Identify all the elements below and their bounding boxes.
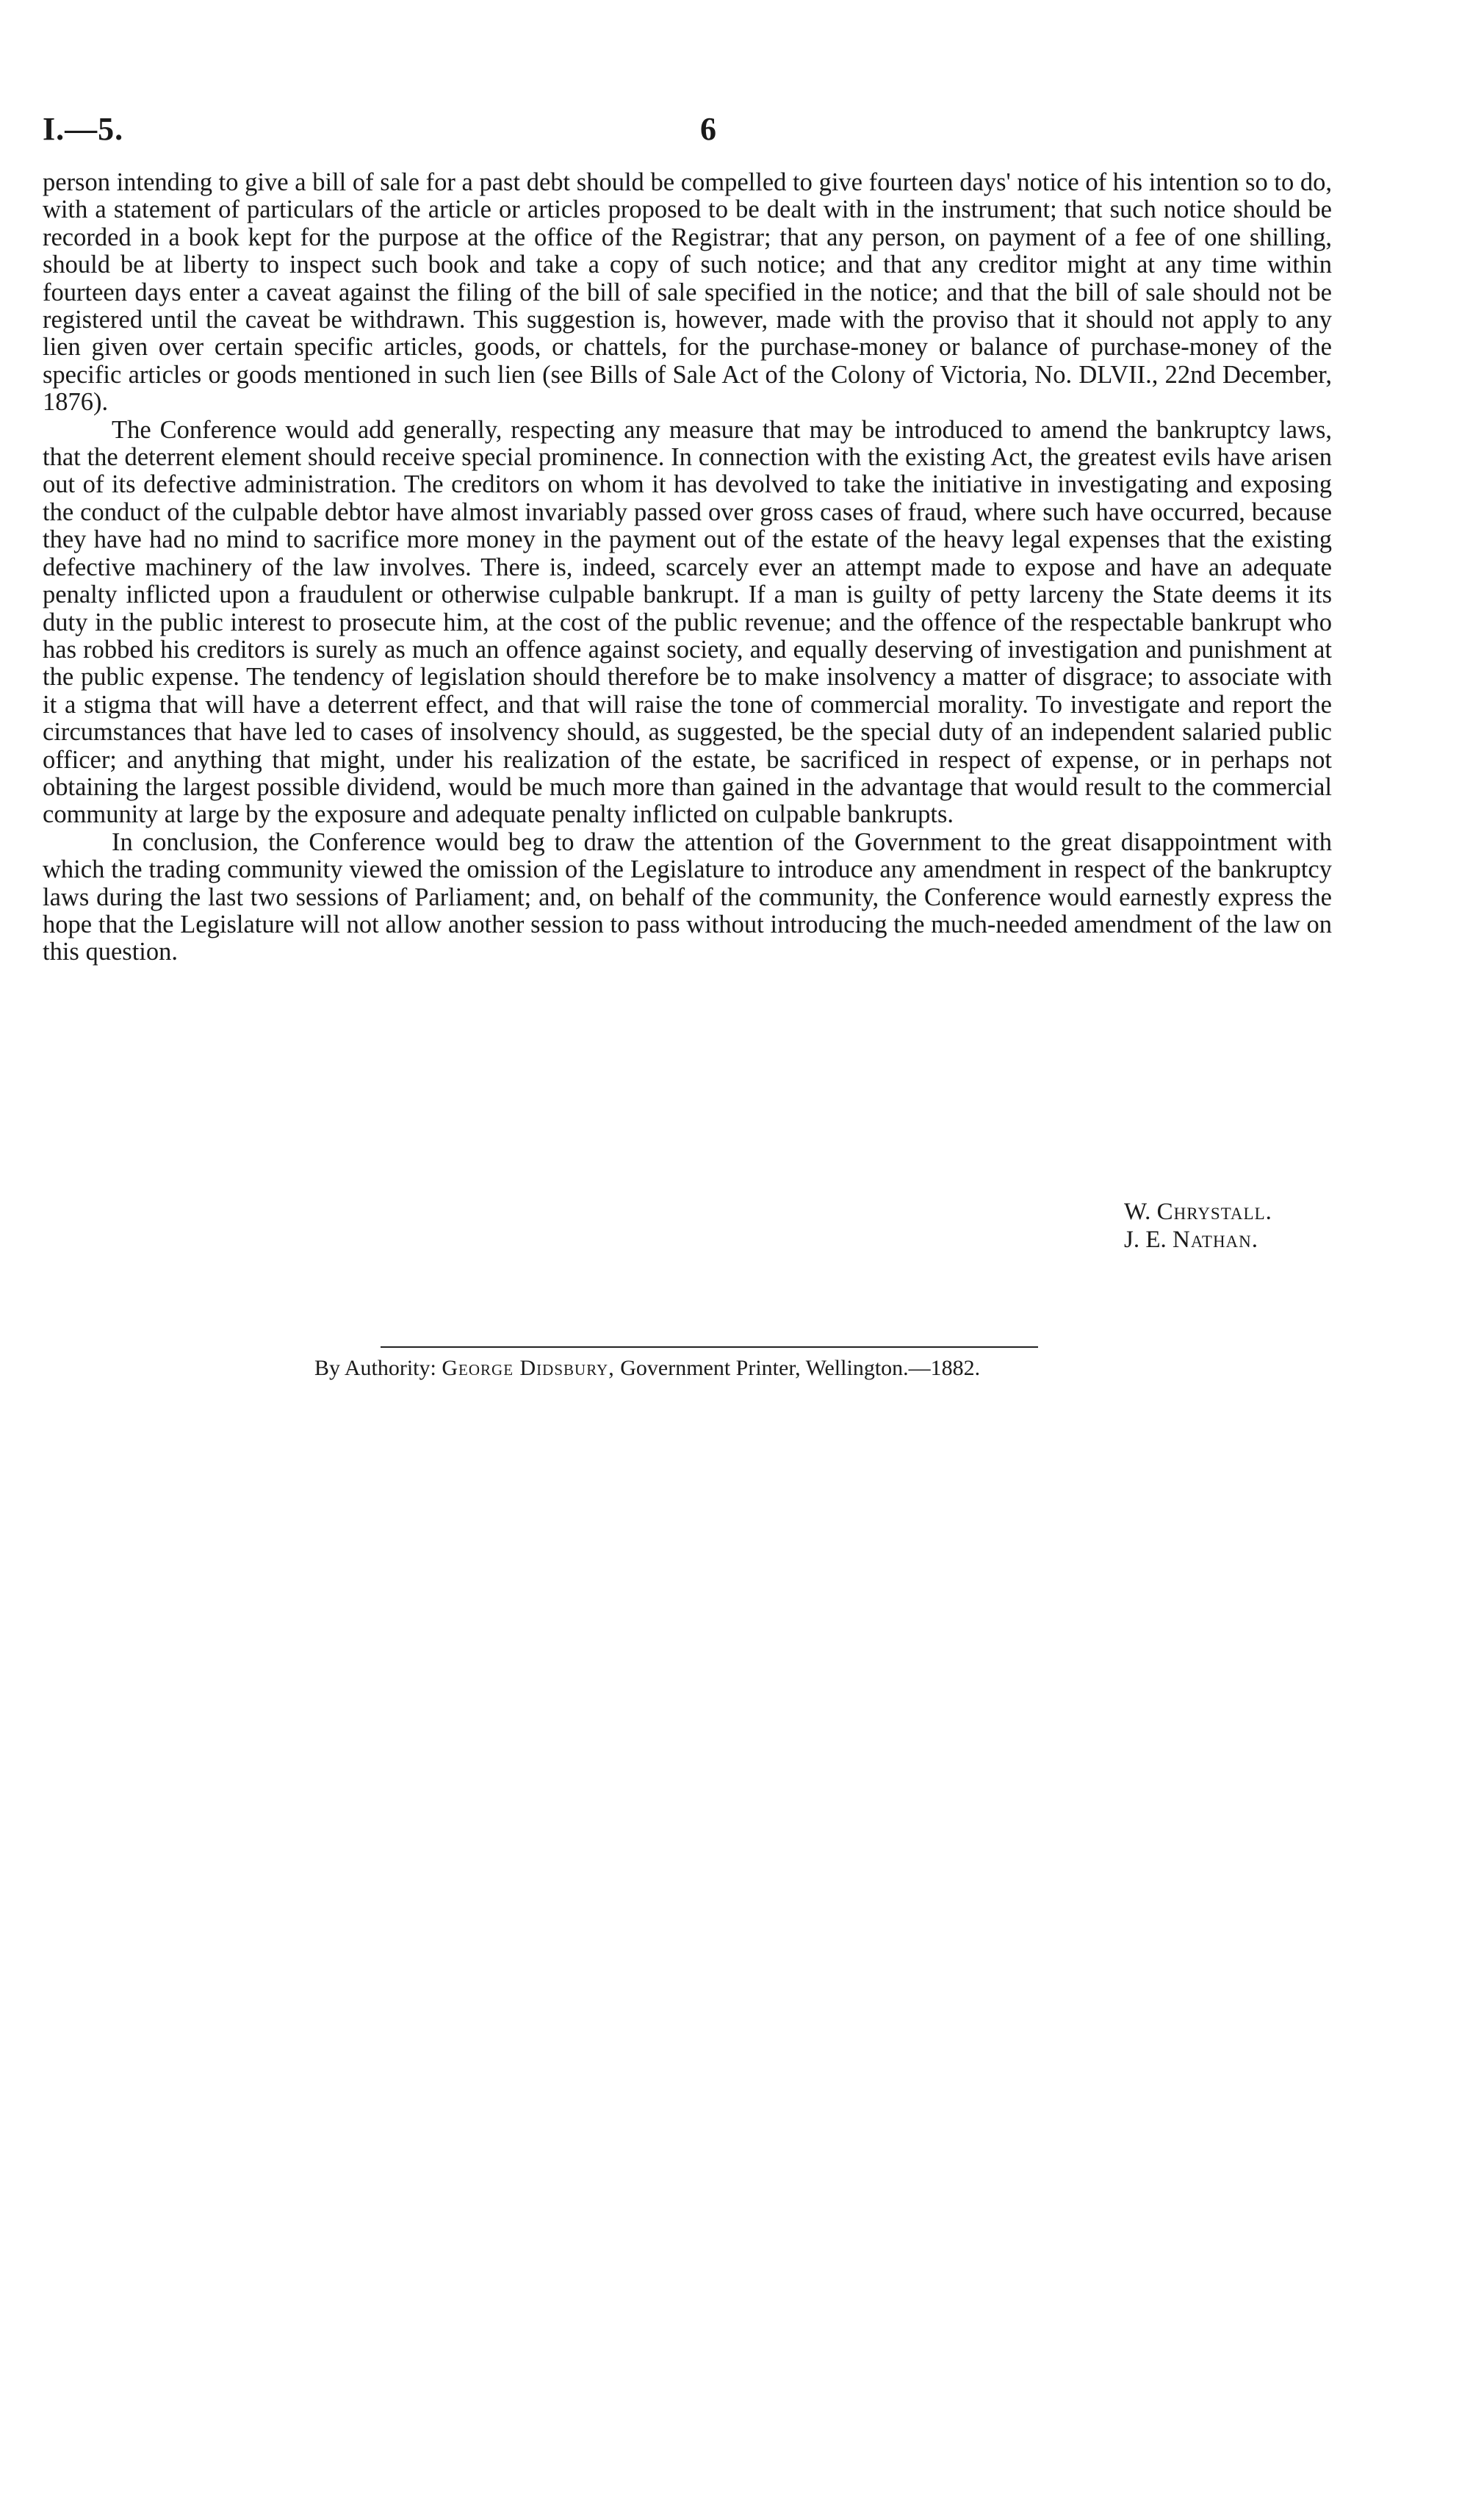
document-reference: I.—5. <box>43 111 124 147</box>
imprint-prefix: By Authority: <box>314 1356 436 1380</box>
imprint-role: Government Printer, Wellington.—1882. <box>620 1356 981 1380</box>
page-header <box>43 110 1321 154</box>
signature-initials: W. <box>1124 1199 1151 1225</box>
imprint-footer <box>314 1354 1167 1383</box>
signature-chrystall <box>1124 1198 1272 1226</box>
signature-surname: Nathan. <box>1173 1227 1259 1253</box>
signature-block <box>1124 1198 1272 1254</box>
signature-nathan <box>1124 1226 1272 1254</box>
signature-initials: J. E. <box>1124 1227 1167 1253</box>
paragraph-continued: person intending to give a bill of sale for a past debt should be compelled to give fourteen days' notice of his intention so to do, with a statement of particulars of the article or articles proposed to be dealt with in the instrument; that such notice should be recorded in a book kept for the purpose at the office of the Registrar; that any person, on payment of a fee of one shilling, should be at liberty to inspect such book and take a copy of such notice; and that any creditor might at any time within fourteen days enter a caveat against the filing of the bill of sale specified in the notice; and that the bill of sale should not be registered until the caveat be withdrawn. This suggestion is, however, made with the proviso that it should not apply to any lien given over certain specific articles, goods, or chattels, for the purchase-money or balance of purchase-money of the specific articles or goods mentioned in such lien (see Bills of Sale Act of the Colony of Victoria, No. DLVII., 22nd December, 1876). <box>43 168 1332 417</box>
page-number: 6 <box>700 111 716 147</box>
paragraph-conclusion: In conclusion, the Conference would beg to draw the attention of the Government to the great disappointment with which the trading community viewed the omission of the Legislature to introduce any amendment in respect of the bankruptcy laws during the last two sessions of Parliament; and, on behalf of the community, the Conference would earnestly express the hope that the Legislature will not allow another session to pass without introducing the much-needed amendment of the law on this question. <box>43 827 1332 966</box>
paragraph-deterrent-element: The Conference would add generally, respecting any measure that may be introduced to amend the bankruptcy laws, that the deterrent element should receive special prominence. In connection with the existing Act, the greatest evils have arisen out of its defective administration. The creditors on whom it has devolved to take the initiative in investigating and exposing the conduct of the culpable debtor have almost invariably passed over gross cases of fraud, where such have occurred, because they have had no mind to sacrifice more money in the payment out of the estate of the heavy legal expenses that the existing defective machinery of the law involves. There is, indeed, scarcely ever an attempt made to expose and have an adequate penalty inflicted upon a fraudulent or otherwise culpable bankrupt. If a man is guilty of petty larceny the State deems it its duty in the public interest to prosecute him, at the cost of the public revenue; and the offence of the respectable bankrupt who has robbed his creditors is surely as much an offence against society, and equally deserving of investigation and punishment at the public expense. The tendency of legislation should therefore be to make insolvency a matter of disgrace; to associate with it a stigma that will have a deterrent effect, and that will raise the tone of commercial morality. To investigate and report the circumstances that have led to cases of insolvency should, as suggested, be the special duty of an independent salaried public officer; and anything that might, under his realization of the estate, be sacrificed in respect of expense, or in perhaps not obtaining the largest possible dividend, would be much more than gained in the advantage that would result to the commercial community at large by the exposure and adequate penalty inflicted on culpable bankrupts. <box>43 415 1332 829</box>
imprint-printer: George Didsbury, <box>442 1356 615 1380</box>
body-text <box>43 169 1332 966</box>
footer-divider <box>381 1346 1038 1348</box>
signature-surname: Chrystall. <box>1156 1199 1272 1225</box>
